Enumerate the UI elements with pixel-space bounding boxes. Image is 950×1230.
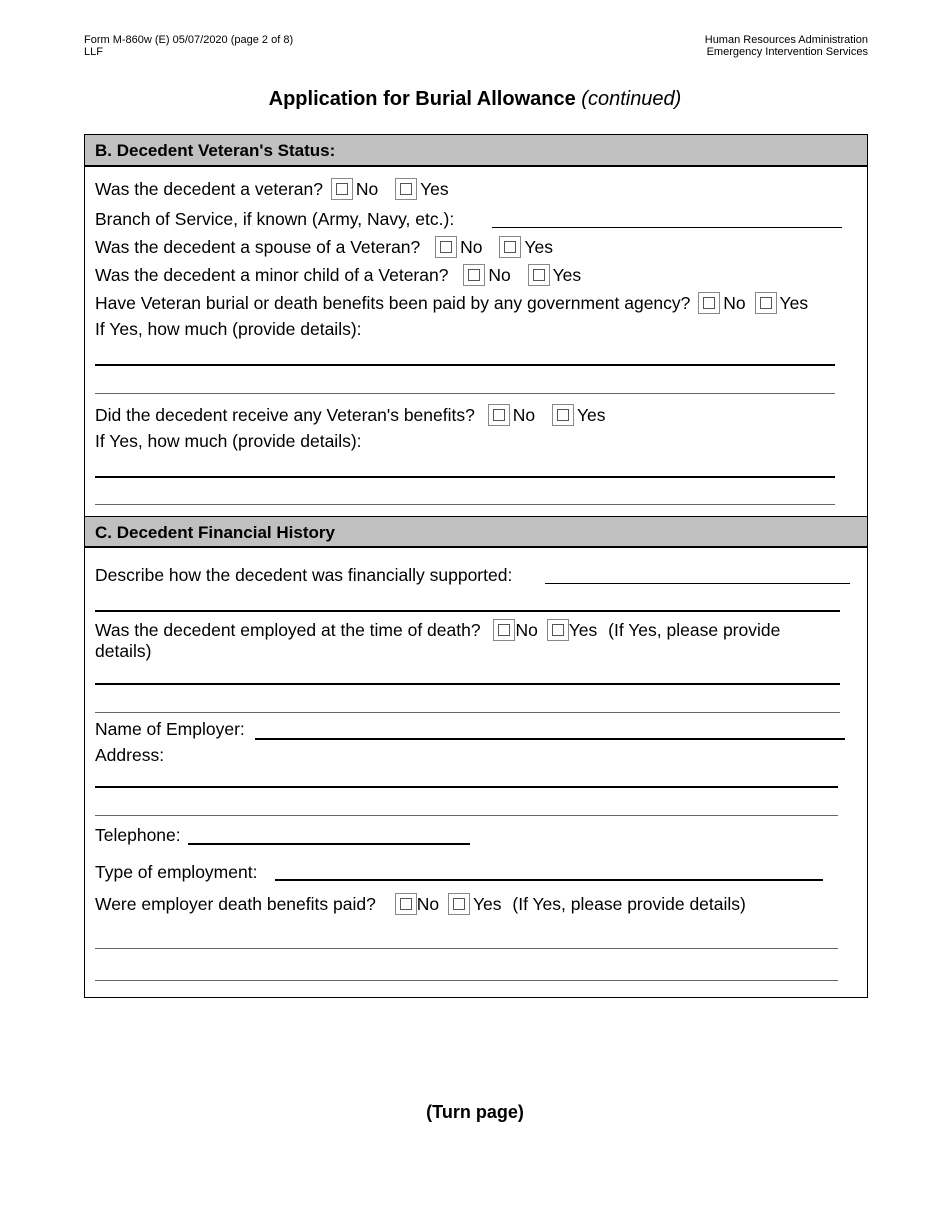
employed-details-line[interactable] <box>95 683 840 685</box>
support-label: Describe how the decedent was financially supported: <box>95 565 513 585</box>
details-line[interactable] <box>95 364 835 366</box>
death-benefits-yes-checkbox[interactable] <box>448 893 470 915</box>
veteran-no-checkbox[interactable] <box>331 178 353 200</box>
veteran-yes-checkbox[interactable] <box>395 178 417 200</box>
benefits-paid-label: Have Veteran burial or death benefits been paid by any government agency? <box>95 293 691 313</box>
agency-name: Human Resources Administration <box>704 34 868 46</box>
received-benefits-label: Did the decedent receive any Veteran's benefits? <box>95 405 475 425</box>
address-line[interactable] <box>95 815 838 816</box>
employer-name-label: Name of Employer: <box>95 719 245 739</box>
page-title <box>0 88 950 111</box>
minor-no-checkbox[interactable] <box>463 264 485 286</box>
benefits-paid-no-checkbox[interactable] <box>698 292 720 314</box>
received-yes-checkbox[interactable] <box>552 404 574 426</box>
details-line[interactable] <box>95 393 835 394</box>
form-id: Form M-860w (E) 05/07/2020 (page 2 of 8) <box>84 34 294 46</box>
branch-question <box>95 209 454 229</box>
received-no-checkbox[interactable] <box>488 404 510 426</box>
death-benefits-details-line[interactable] <box>95 948 838 949</box>
option-yes-label: Yes <box>568 620 598 640</box>
if-yes-details-2 <box>95 431 362 451</box>
option-no-label: No <box>723 293 746 313</box>
branch-label: Branch of Service, if known (Army, Navy, etc.): <box>95 209 455 229</box>
form-header-right <box>705 34 868 58</box>
benefits-paid-yes-checkbox[interactable] <box>755 292 777 314</box>
section-c-heading: C. Decedent Financial History <box>85 516 867 548</box>
address-line[interactable] <box>95 786 838 788</box>
branch-input-line[interactable] <box>492 227 842 228</box>
employed-details-line[interactable] <box>95 712 840 713</box>
option-no-label: No <box>355 179 379 199</box>
support-details-line[interactable] <box>95 610 840 612</box>
death-benefits-question <box>95 893 746 915</box>
employed-label: Was the decedent employed at the time of death? <box>95 620 481 640</box>
death-benefits-details-line[interactable] <box>95 980 838 981</box>
telephone-row <box>95 825 181 845</box>
option-yes-label: Yes <box>576 405 606 425</box>
turn-page-note: (Turn page) <box>426 1102 524 1122</box>
employment-type-input-line[interactable] <box>275 879 823 881</box>
form-code: LLF <box>84 46 103 58</box>
if-yes-details-1 <box>95 319 362 339</box>
employed-question <box>95 619 780 641</box>
option-no-label: No <box>515 620 538 640</box>
if-yes-label: If Yes, how much (provide details): <box>95 431 362 451</box>
received-benefits-question <box>95 404 606 426</box>
veteran-question <box>95 178 449 200</box>
division-name: Emergency Intervention Services <box>706 46 868 58</box>
address-label: Address: <box>95 745 165 765</box>
option-no-label: No <box>460 237 483 257</box>
employed-yes-checkbox[interactable] <box>547 619 569 641</box>
application-form <box>84 134 868 998</box>
employer-name-row <box>95 719 245 739</box>
death-benefits-note: (If Yes, please provide details) <box>512 894 746 914</box>
option-no-label: No <box>488 265 511 285</box>
option-no-label: No <box>416 894 440 914</box>
telephone-label: Telephone: <box>95 825 181 845</box>
employment-type-label: Type of employment: <box>95 862 258 882</box>
option-no-label: No <box>512 405 536 425</box>
spouse-no-checkbox[interactable] <box>435 236 457 258</box>
section-b-heading: B. Decedent Veteran's Status: <box>85 135 867 167</box>
telephone-input-line[interactable] <box>188 843 470 845</box>
spouse-question-label: Was the decedent a spouse of a Veteran? <box>95 237 421 257</box>
title-suffix: (continued) <box>581 88 682 110</box>
spouse-question <box>95 236 553 258</box>
employed-note-2: details) <box>95 641 152 661</box>
minor-child-question <box>95 264 581 286</box>
employed-note: (If Yes, please provide <box>608 620 781 640</box>
option-yes-label: Yes <box>524 237 553 257</box>
veteran-question-label: Was the decedent a veteran? <box>95 179 323 199</box>
minor-question-label: Was the decedent a minor child of a Veteran? <box>95 265 449 285</box>
employer-name-input-line[interactable] <box>255 738 845 740</box>
spouse-yes-checkbox[interactable] <box>499 236 521 258</box>
option-yes-label: Yes <box>420 179 449 199</box>
death-benefits-no-checkbox[interactable] <box>395 893 417 915</box>
support-input-line[interactable] <box>545 583 850 584</box>
if-yes-label: If Yes, how much (provide details): <box>95 319 362 339</box>
option-yes-label: Yes <box>552 265 582 285</box>
title-main: Application for Burial Allowance <box>268 88 576 110</box>
option-yes-label: Yes <box>779 293 809 313</box>
minor-yes-checkbox[interactable] <box>528 264 550 286</box>
details-line[interactable] <box>95 476 835 478</box>
employed-no-checkbox[interactable] <box>493 619 515 641</box>
form-header-left <box>84 34 293 58</box>
employment-type-row <box>95 862 257 882</box>
details-line[interactable] <box>95 504 835 505</box>
benefits-paid-question <box>95 292 808 314</box>
option-yes-label: Yes <box>472 894 502 914</box>
death-benefits-label: Were employer death benefits paid? <box>95 894 376 914</box>
address-row <box>95 745 164 765</box>
employed-note-continued <box>95 641 151 661</box>
support-question <box>95 565 512 585</box>
